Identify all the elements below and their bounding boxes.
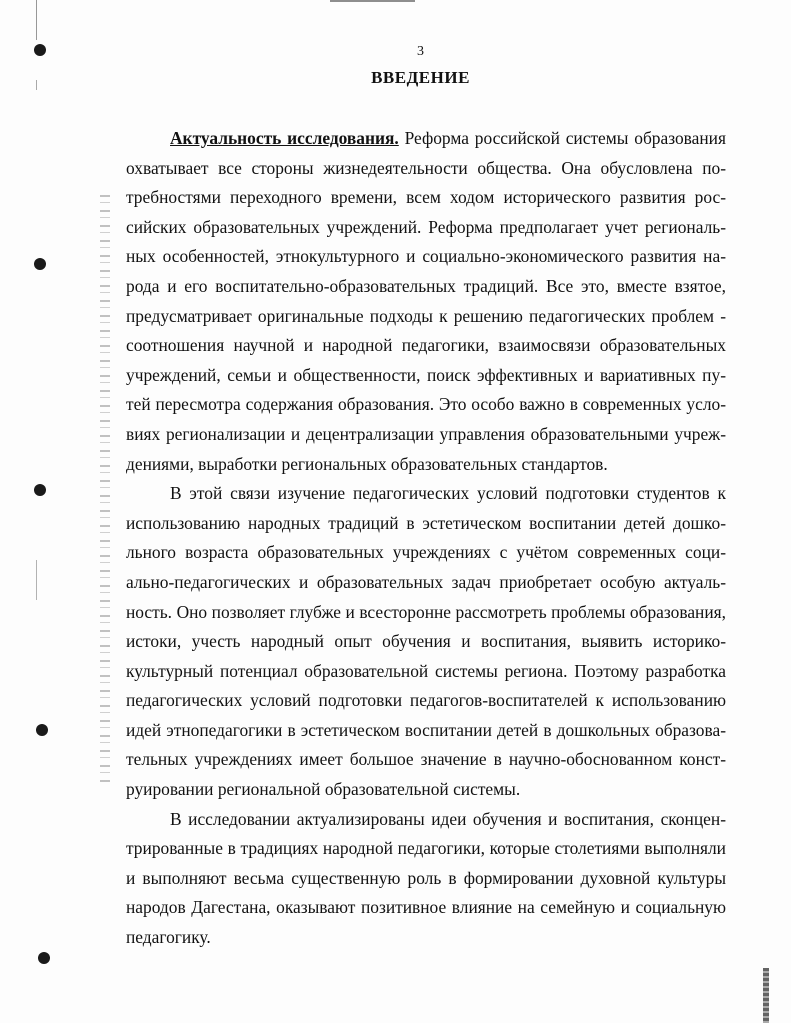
- section-heading: ВВЕДЕНИЕ: [371, 68, 470, 87]
- scan-binding-noise: [100, 195, 110, 785]
- scan-corner-mark: [763, 968, 769, 1023]
- scan-margin-line: [36, 0, 37, 1023]
- paragraph-lead: Актуальность исследования.: [170, 128, 399, 148]
- paragraph-text: В исследовании актуализированы идеи обучения и воспитания, сконцентрированные в традициях народной педагогики, которые столетиями выполняли и выполняют весьма существенную роль в формировании духовной культуры народов Дагестана, оказывают позитивное влияние на семейную и социальную педагогику.: [126, 808, 726, 948]
- paragraph-text: Реформа российской системы образования охватывает все стороны жизнедеятельности общества. Она обусловлена потребностями переходного времени, всем ходом исторического развития российских образовательных учреждений. Реформа предполагает учет региональных особенностей, этнокультурного и социально-экономического развития народа и его воспитательно-образовательных традиций. Все это, вместе взятое, предусматривает оригинальные подходы к решению педагогических проблем - соотношения научной и народной педагогики, взаимосвязи образовательных учреждений, семьи и общественности, поиск эффективных и вариативных путей пересмотра содержания образования. Это особо важно в современных условиях регионализации и децентрализации управления образовательными учреждениями, выработки региональных образовательных стандартов.: [126, 128, 726, 474]
- paragraph-relevance: [126, 124, 726, 479]
- paragraph-text: В этой связи изучение педагогических условий подготовки студентов к использованию народных традиций в эстетическом воспитании детей дошкольного возраста образовательных учреждениях с учётом современных социально-педагогических и образовательных задач приобретает особую актуальность. Оно позволяет глубже и всесторонне рассмотреть проблемы образования, истоки, учесть народный опыт обучения и воспитания, выявить историко-культурный потенциал образовательной системы региона. Поэтому разработка педагогических условий подготовки педагогов-воспитателей к использованию идей этнопедагогики в эстетическом воспитании детей в дошкольных образовательных учреждениях имеет большое значение в научно-обоснованном конструировании региональной образовательной системы.: [126, 483, 726, 800]
- page-number: 3: [417, 44, 424, 59]
- paragraph-context: [126, 479, 726, 805]
- paragraph-ideas: [126, 805, 726, 953]
- binding-hole-mark: [34, 484, 46, 496]
- scan-top-edge-mark: [330, 0, 415, 2]
- binding-hole-mark: [34, 258, 46, 270]
- binding-hole-mark: [38, 952, 50, 964]
- document-body: [126, 124, 726, 953]
- binding-hole-mark: [36, 724, 48, 736]
